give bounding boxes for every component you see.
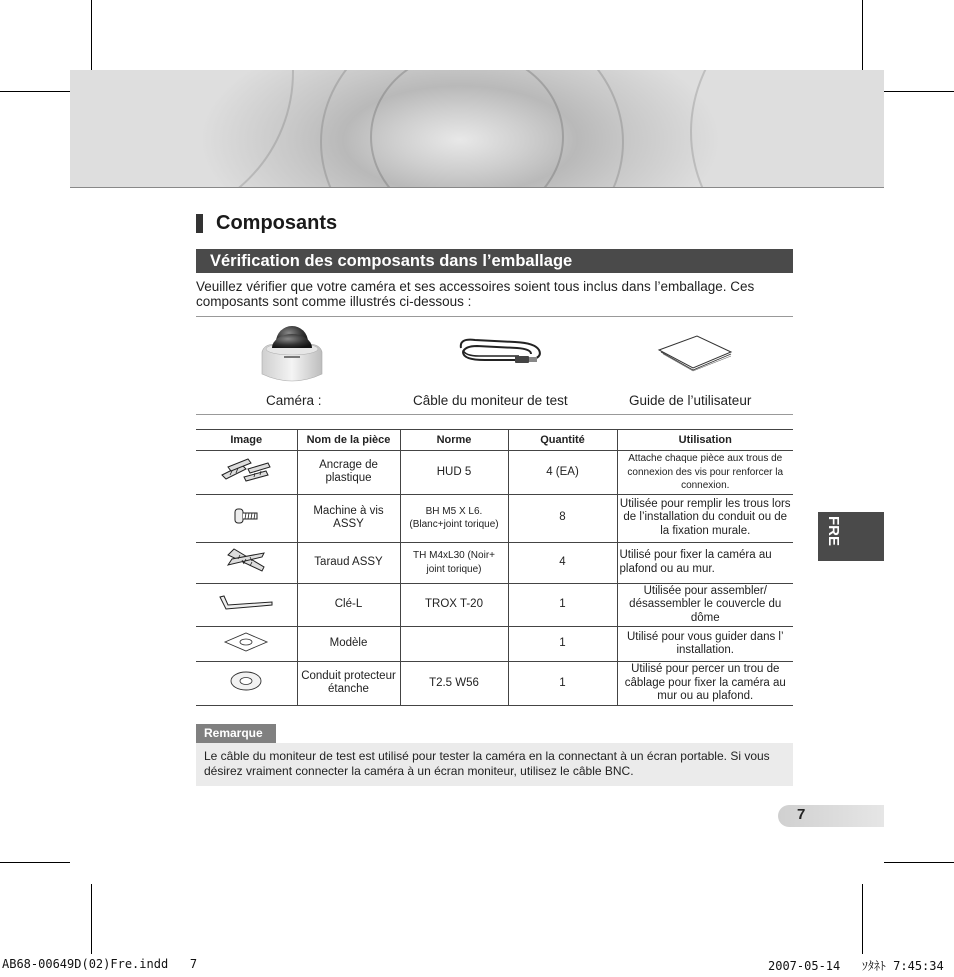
table-row xyxy=(196,494,793,542)
part-quantity: 1 xyxy=(508,627,617,662)
page-number: 7 xyxy=(797,806,806,823)
table-row xyxy=(196,627,793,662)
table-row xyxy=(196,451,793,495)
part-norm: TH M4xL30 (Noir+ joint torique) xyxy=(400,542,508,583)
part-quantity: 4 (EA) xyxy=(508,451,617,495)
note-tag: Remarque xyxy=(196,724,276,743)
l-wrench-icon xyxy=(196,583,297,627)
part-quantity: 1 xyxy=(508,583,617,627)
part-quantity: 4 xyxy=(508,542,617,583)
part-norm: HUD 5 xyxy=(400,451,508,495)
divider xyxy=(196,414,793,415)
crop-mark xyxy=(91,884,92,954)
page-title xyxy=(196,212,337,235)
part-usage: Utilisé pour percer un trou de câblage pour fixer la caméra au mur ou au plafond. xyxy=(617,662,793,706)
column-header-usage: Utilisation xyxy=(617,430,793,451)
crop-mark xyxy=(862,0,863,70)
part-norm: T2.5 W56 xyxy=(400,662,508,706)
part-name: Modèle xyxy=(297,627,400,662)
table-row xyxy=(196,542,793,583)
section-heading: Vérification des composants dans l’emballage xyxy=(196,249,793,273)
template-icon xyxy=(196,627,297,662)
language-tab xyxy=(818,512,884,561)
crop-mark xyxy=(884,91,954,92)
footer-timestamp: 2007-05-14 ｿﾀﾈﾄ 7:45:34 xyxy=(768,959,944,973)
title-marker xyxy=(196,214,203,233)
language-tab-label: FRE xyxy=(825,516,842,546)
table-row xyxy=(196,583,793,627)
column-header-image: Image xyxy=(196,430,297,451)
crop-mark xyxy=(862,884,863,954)
column-header-norm: Norme xyxy=(400,430,508,451)
dome-camera-icon xyxy=(258,322,326,393)
product-label-camera: Caméra : xyxy=(266,393,322,408)
part-name: Ancrage de plastique xyxy=(297,451,400,495)
column-header-quantity: Quantité xyxy=(508,430,617,451)
cable-icon xyxy=(455,330,547,379)
part-name: Clé-L xyxy=(297,583,400,627)
part-usage: Utilisée pour remplir les trous lors de l’installation du conduit ou de la fixation murale. xyxy=(617,494,793,542)
page-title-text: Composants xyxy=(216,212,338,234)
part-quantity: 1 xyxy=(508,662,617,706)
divider xyxy=(196,316,793,317)
product-label-manual: Guide de l’utilisateur xyxy=(629,393,752,408)
table-header-row xyxy=(196,430,793,451)
part-norm: BH M5 X L6. (Blanc+joint torique) xyxy=(400,494,508,542)
manual-icon xyxy=(655,332,735,377)
waterproof-grommet-icon xyxy=(196,662,297,706)
part-quantity: 8 xyxy=(508,494,617,542)
part-norm: TROX T-20 xyxy=(400,583,508,627)
part-name: Conduit protecteur étanche xyxy=(297,662,400,706)
part-usage: Utilisé pour vous guider dans l’ installation. xyxy=(617,627,793,662)
crop-mark xyxy=(884,862,954,863)
note-text: Le câble du moniteur de test est utilisé pour tester la caméra en la connectant à un écran portable. Si vous désirez vraiment connecter la caméra à un écran moniteur, utilisez le câble BNC. xyxy=(196,743,793,786)
crop-mark xyxy=(0,862,70,863)
product-label-cable: Câble du moniteur de test xyxy=(413,393,568,408)
part-usage: Attache chaque pièce aux trous de connexion des vis pour renforcer la connexion. xyxy=(617,451,793,495)
part-name: Taraud ASSY xyxy=(297,542,400,583)
header-banner-image xyxy=(70,70,884,188)
table-row xyxy=(196,662,793,706)
parts-table xyxy=(196,429,793,706)
part-name: Machine à vis ASSY xyxy=(297,494,400,542)
part-usage: Utilisé pour fixer la caméra au plafond ou au mur. xyxy=(617,542,793,583)
footer-file-info: AB68-00649D(02)Fre.indd 7 xyxy=(2,957,198,971)
page-number-background xyxy=(778,805,884,827)
crop-mark xyxy=(91,0,92,70)
plastic-anchor-icon xyxy=(196,451,297,495)
tapping-screw-icon xyxy=(196,542,297,583)
machine-screw-icon xyxy=(196,494,297,542)
part-usage: Utilisée pour assembler/ désassembler le couvercle du dôme xyxy=(617,583,793,627)
intro-paragraph: Veuillez vérifier que votre caméra et ses accessoires soient tous inclus dans l’emballage. Ces composants sont comme illustrés ci-dessous : xyxy=(196,279,755,309)
part-norm xyxy=(400,627,508,662)
crop-mark xyxy=(0,91,70,92)
column-header-name: Nom de la pièce xyxy=(297,430,400,451)
